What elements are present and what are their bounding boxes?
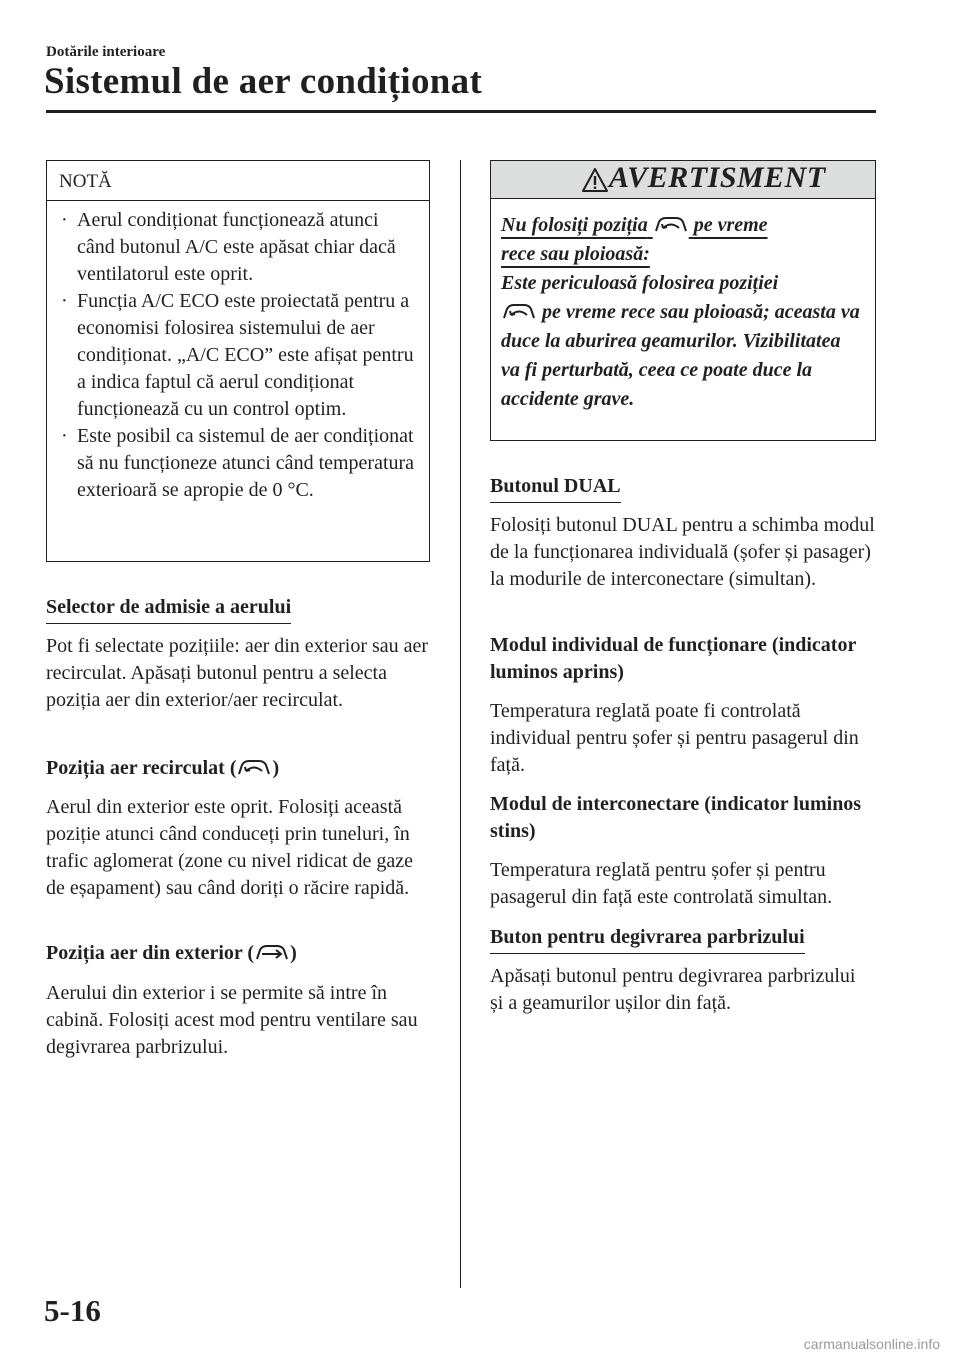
recirculate-air-icon xyxy=(501,300,537,322)
recirculate-air-icon xyxy=(653,213,689,235)
note-item xyxy=(59,288,421,423)
interconnect-mode-heading: Modul de interconectare (indicator luminos stins) xyxy=(490,793,862,842)
interconnect-mode-text: Temperatura reglată pentru șofer și pentru pasagerul din față este controlată simultan. xyxy=(490,859,833,908)
air-intake-intro: Pot fi selectate pozițiile: aer din exterior sau aer recirculat. Apăsați butonul pentru a selecta poziția aer din exterior/aer recirculat. xyxy=(46,635,429,711)
watermark: carmanualsonline.info xyxy=(803,1336,940,1352)
recirculate-heading-label: Poziția aer recirculat ( xyxy=(46,757,237,779)
outside-air-heading-label: Poziția aer din exterior ( xyxy=(46,942,255,964)
note-box xyxy=(46,160,430,562)
recirculate-heading: Poziția aer recirculat ( ) xyxy=(46,757,280,779)
note-list xyxy=(47,201,429,504)
outside-air-text: Aerului din exterior i se permite să intre în cabină. Folosiți acest mod pentru ventilare sau degivrarea parbrizului. xyxy=(46,982,418,1058)
note-item xyxy=(59,423,421,504)
section-label: Dotările interioare xyxy=(46,44,166,60)
warning-text: Nu folosiți poziția pe vreme rece sau ploioasă: Este periculoasă folosirea poziției pe vreme rece sau ploioasă; aceasta va duce la aburirea geamurilor. Vizibilitatea va fi perturbată, ceea ce poate duce la accidente grave. xyxy=(501,214,860,410)
recirculate-text: Aerul din exterior este oprit. Folosiți această poziție atunci când conduceți prin tuneluri, în trafic aglomerat (zone cu nivel ridicat de gaze de eșapament) sau când doriți o răcire rapidă. xyxy=(46,796,414,899)
title-rule xyxy=(46,110,876,113)
bullet-icon: · xyxy=(61,209,68,231)
air-intake-heading: Selector de admisie a aerului xyxy=(46,595,291,624)
note-item-text: Aerul condiționat funcționează atunci când butonul A/C este apăsat chiar dacă ventilatorul este oprit. xyxy=(77,209,396,285)
outside-air-heading: Poziția aer din exterior ( ) xyxy=(46,942,297,964)
dual-heading: Butonul DUAL xyxy=(490,474,621,503)
page-number: 5-16 xyxy=(44,1293,101,1328)
note-item-text: Funcția A/C ECO este proiectată pentru a economisi folosirea sistemului de aer condiționat. „A/C ECO” este afișat pentru a indica faptul că aerul condiționat funcționează cu un control optim. xyxy=(77,290,414,420)
note-item xyxy=(59,207,421,288)
dual-text: Folosiți butonul DUAL pentru a schimba modul de la funcționarea individuală (șofer și pasager) la modurile de interconectare (simultan). xyxy=(490,514,875,590)
warning-header xyxy=(491,161,875,199)
warning-box xyxy=(490,160,876,441)
warning-title: AVERTISMENT xyxy=(609,161,826,194)
outside-air-icon xyxy=(254,941,290,963)
note-item-text: Este posibil ca sistemul de aer condiționat să nu funcționeze atunci când temperatura exterioară se apropie de 0 °C. xyxy=(77,425,415,501)
bullet-icon: · xyxy=(61,290,68,312)
defrost-heading: Buton pentru degivrarea parbrizului xyxy=(490,925,805,954)
defrost-text: Apăsați butonul pentru degivrarea parbrizului și a geamurilor ușilor din față. xyxy=(490,965,856,1014)
recirculate-air-icon xyxy=(236,756,272,778)
individual-mode-heading: Modul individual de funcționare (indicator luminos aprins) xyxy=(490,634,856,683)
individual-mode-text: Temperatura reglată poate fi controlată individual pentru șofer și pentru pasagerul din față. xyxy=(490,700,859,776)
bullet-icon: · xyxy=(61,425,68,447)
note-heading: NOTĂ xyxy=(47,161,429,201)
page-title: Sistemul de aer condiționat xyxy=(44,61,483,102)
column-divider xyxy=(460,160,461,1288)
warning-triangle-icon xyxy=(581,167,609,193)
